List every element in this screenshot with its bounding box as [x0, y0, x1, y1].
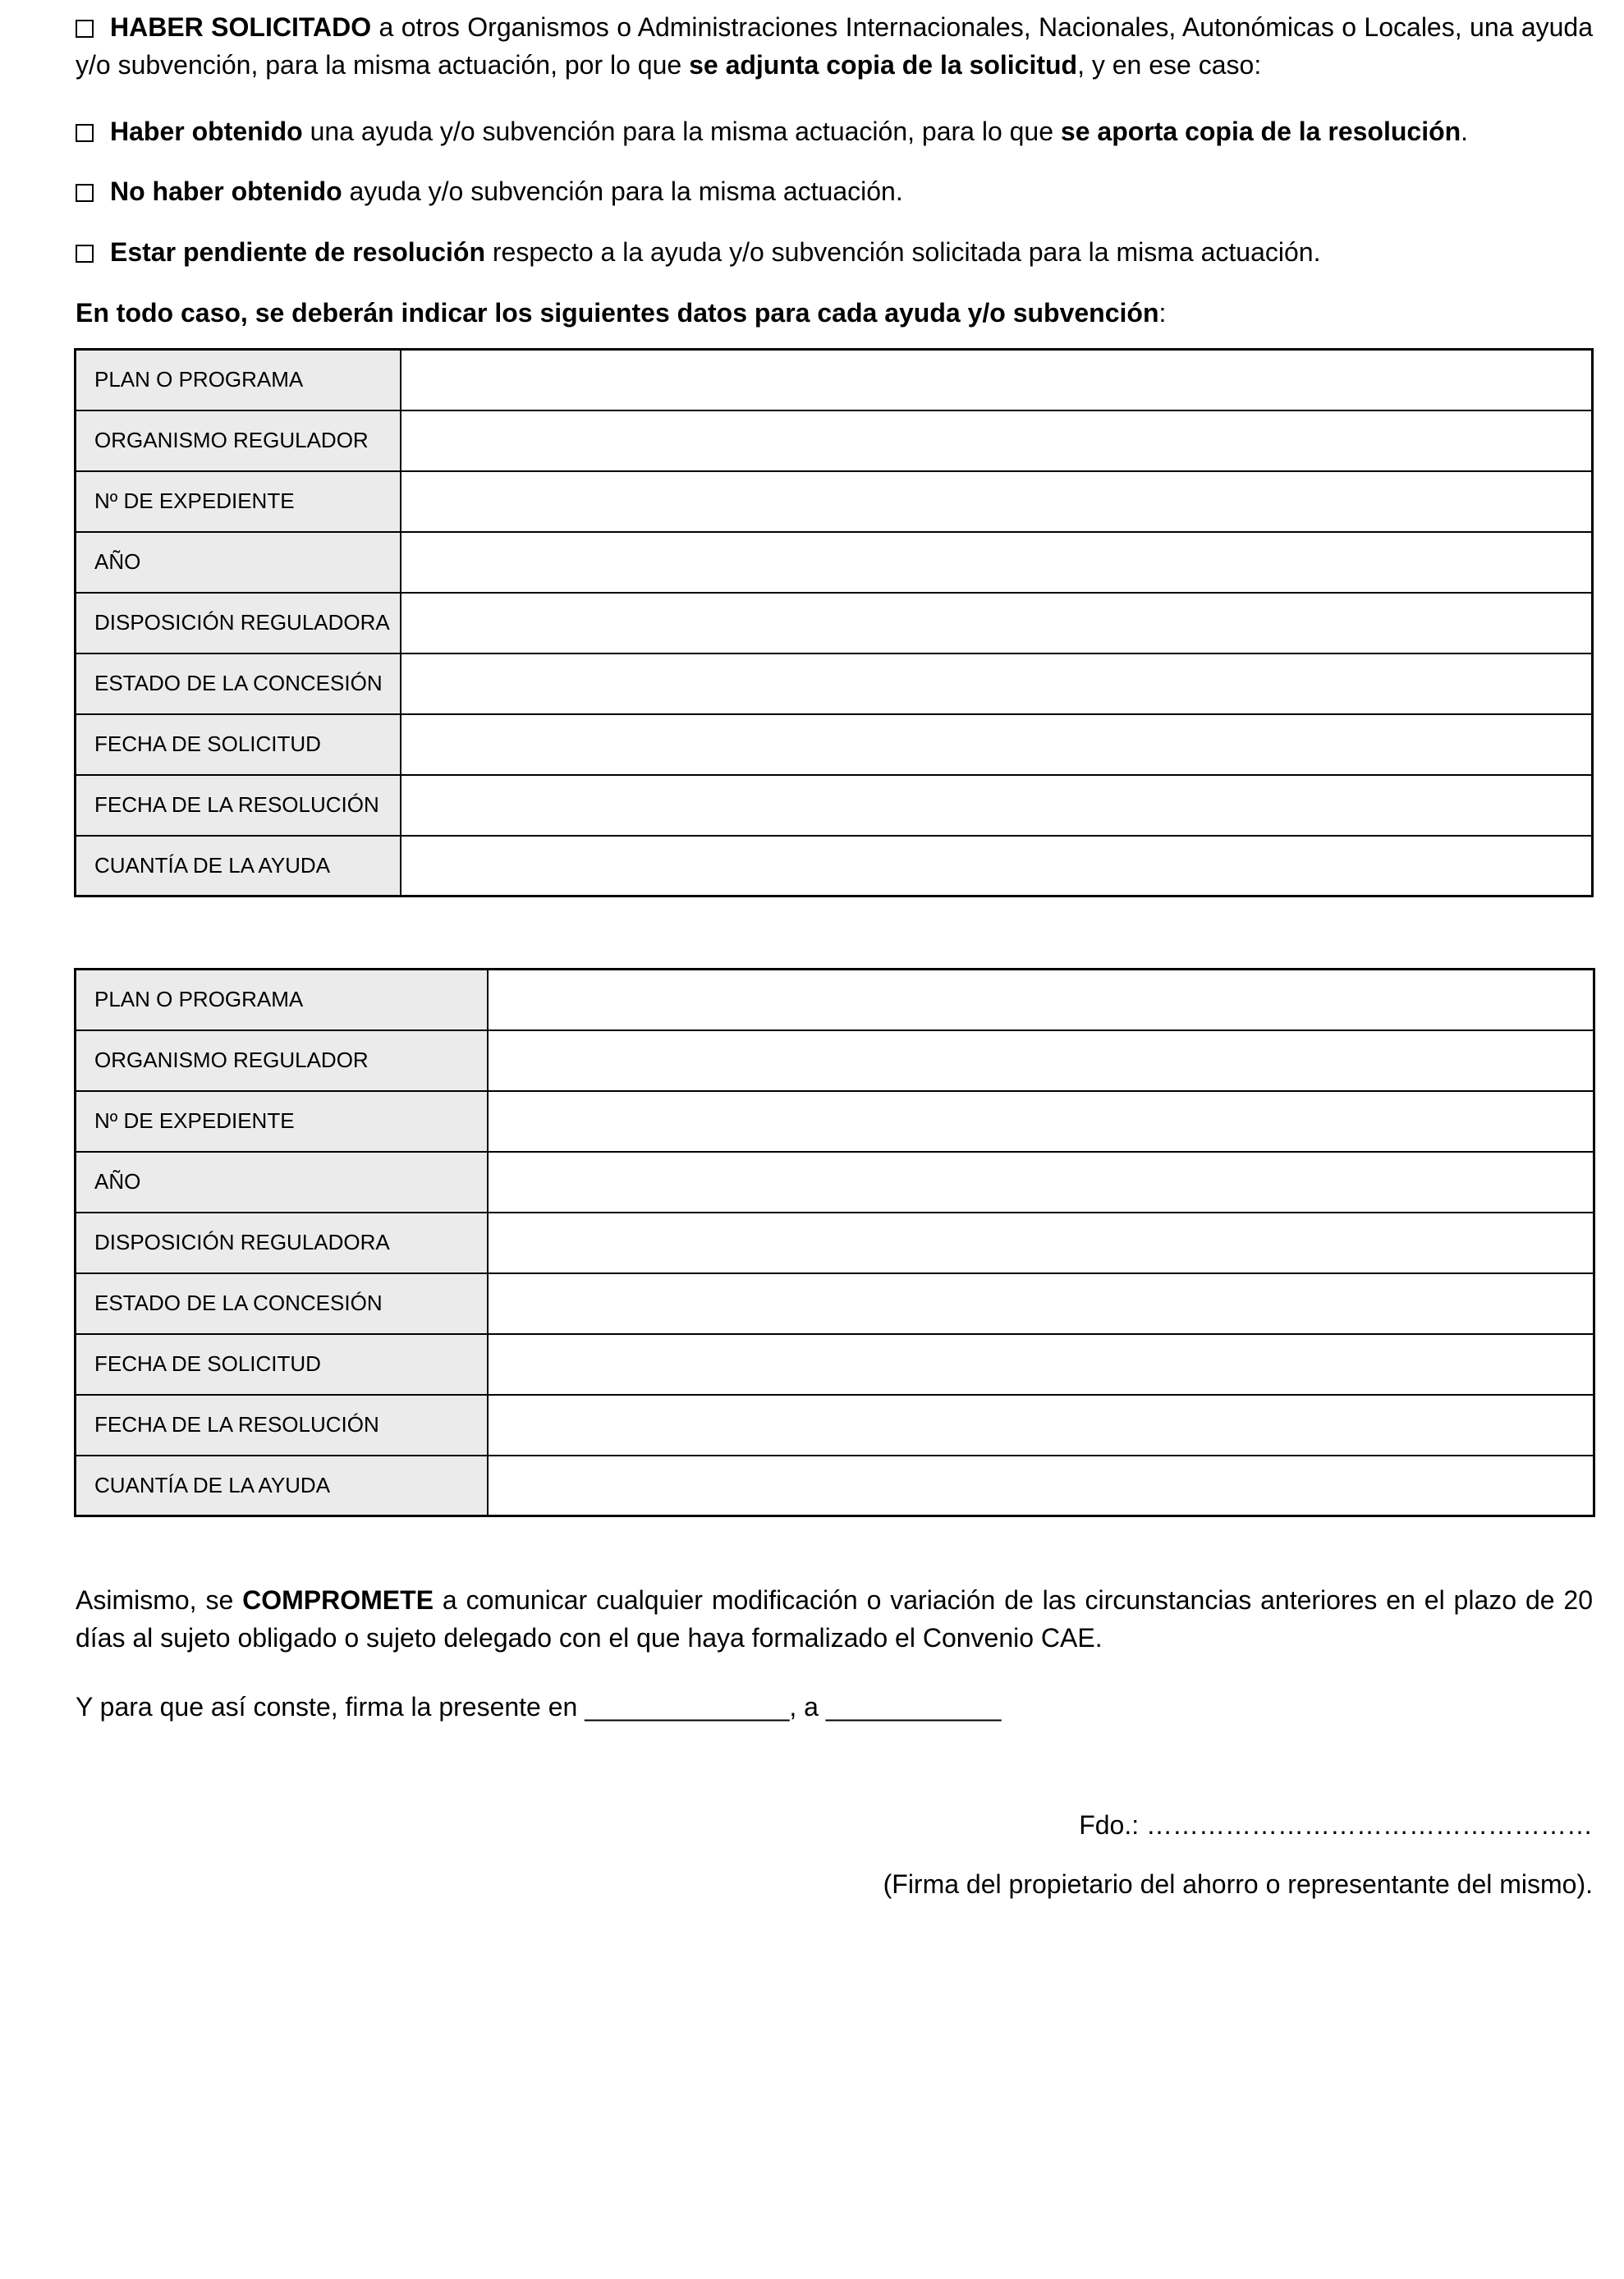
option-no-haber-obtenido: [76, 172, 1593, 210]
table-row: [76, 1213, 1594, 1273]
table-row: [76, 775, 1593, 836]
option-bold: Estar pendiente de resolución: [110, 237, 485, 267]
table-row: [76, 653, 1593, 714]
option-bold: No haber obtenido: [110, 177, 342, 206]
checkbox-haber-obtenido[interactable]: [76, 124, 94, 142]
row-label: ORGANISMO REGULADOR: [76, 410, 401, 471]
option-bold: Haber obtenido: [110, 117, 303, 146]
row-label: PLAN O PROGRAMA: [76, 350, 401, 410]
aid-table-1: [74, 348, 1594, 897]
option-haber-obtenido: [76, 112, 1593, 150]
commitment-bold: COMPROMETE: [242, 1585, 434, 1615]
row-label: FECHA DE LA RESOLUCIÓN: [76, 1395, 488, 1456]
aid-table-2: [74, 968, 1595, 1517]
option-text: ayuda y/o subvención para la misma actuación.: [342, 177, 903, 206]
table-row: [76, 1273, 1594, 1334]
commitment-pre: Asimismo, se: [76, 1585, 243, 1615]
table-row: [76, 836, 1593, 896]
row-label: ESTADO DE LA CONCESIÓN: [76, 1273, 488, 1334]
table-row: [76, 714, 1593, 775]
row-input[interactable]: [401, 836, 1593, 896]
checkbox-no-haber-obtenido[interactable]: [76, 184, 94, 202]
row-input[interactable]: [488, 1091, 1594, 1152]
instruction-line: [76, 294, 1593, 332]
checkbox-haber-solicitado[interactable]: [76, 20, 94, 38]
row-label: FECHA DE SOLICITUD: [76, 714, 401, 775]
row-input[interactable]: [401, 714, 1593, 775]
intro-text-2: , y en ese caso:: [1077, 50, 1262, 80]
row-label: DISPOSICIÓN REGULADORA: [76, 1213, 488, 1273]
table-row: [76, 350, 1593, 410]
row-input[interactable]: [488, 970, 1594, 1030]
option-pendiente: [76, 233, 1593, 271]
row-input[interactable]: [401, 532, 1593, 593]
row-label: PLAN O PROGRAMA: [76, 970, 488, 1030]
row-label: FECHA DE SOLICITUD: [76, 1334, 488, 1395]
commitment-post: a comunicar cualquier modificación o variación de las circunstancias anteriores en el plazo de 20 días al sujeto obligado o sujeto delegado con el que haya formalizado el Convenio CAE.: [76, 1585, 1594, 1653]
sign-place-line: Y para que así conste, firma la presente en ______________, a ____________: [76, 1692, 1002, 1722]
row-label: AÑO: [76, 532, 401, 593]
row-label: Nº DE EXPEDIENTE: [76, 1091, 488, 1152]
option-bold-2: se aporta copia de la resolución: [1060, 117, 1461, 146]
row-input[interactable]: [401, 350, 1593, 410]
row-label: CUANTÍA DE LA AYUDA: [76, 1456, 488, 1516]
row-label: ORGANISMO REGULADOR: [76, 1030, 488, 1091]
row-input[interactable]: [488, 1213, 1594, 1273]
signature-caption: (Firma del propietario del ahorro o representante del mismo).: [883, 1869, 1593, 1899]
row-input[interactable]: [488, 1152, 1594, 1213]
haber-solicitado-label: HABER SOLICITADO: [110, 12, 372, 42]
commitment-paragraph: [76, 1581, 1593, 1657]
row-input[interactable]: [401, 593, 1593, 653]
row-label: AÑO: [76, 1152, 488, 1213]
table-row: [76, 593, 1593, 653]
option-text: respecto a la ayuda y/o subvención solicitada para la misma actuación.: [485, 237, 1321, 267]
row-input[interactable]: [488, 1395, 1594, 1456]
instruction-tail: :: [1158, 298, 1167, 328]
row-input[interactable]: [401, 410, 1593, 471]
row-input[interactable]: [401, 653, 1593, 714]
instruction-bold: En todo caso, se deberán indicar los siguientes datos para cada ayuda y/o subvención: [76, 298, 1159, 328]
table-row: [76, 471, 1593, 532]
row-input[interactable]: [488, 1334, 1594, 1395]
adjunta-copia-text: se adjunta copia de la solicitud: [689, 50, 1078, 80]
row-label: FECHA DE LA RESOLUCIÓN: [76, 775, 401, 836]
row-input[interactable]: [488, 1456, 1594, 1516]
option-text-2: .: [1461, 117, 1469, 146]
row-label: CUANTÍA DE LA AYUDA: [76, 836, 401, 896]
table-row: [76, 1091, 1594, 1152]
row-label: Nº DE EXPEDIENTE: [76, 471, 401, 532]
table-row: [76, 970, 1594, 1030]
row-input[interactable]: [401, 775, 1593, 836]
table-row: [76, 1030, 1594, 1091]
row-label: DISPOSICIÓN REGULADORA: [76, 593, 401, 653]
checkbox-pendiente-resolucion[interactable]: [76, 245, 94, 263]
table-row: [76, 1152, 1594, 1213]
table-row: [76, 1456, 1594, 1516]
row-input[interactable]: [488, 1030, 1594, 1091]
table-row: [76, 1334, 1594, 1395]
signature-line: Fdo.: ……………………………………………: [1079, 1810, 1593, 1840]
table-row: [76, 1395, 1594, 1456]
row-input[interactable]: [401, 471, 1593, 532]
row-input[interactable]: [488, 1273, 1594, 1334]
table-row: [76, 410, 1593, 471]
option-text: una ayuda y/o subvención para la misma actuación, para lo que: [302, 117, 1061, 146]
intro-paragraph: [76, 8, 1593, 84]
table-row: [76, 532, 1593, 593]
intro-text-1: a otros Organismos o Administraciones Internacionales, Nacionales, Autonómicas o Locales, una ayuda y/o subvención, para la misma actuación, por lo que: [76, 12, 1594, 80]
row-label: ESTADO DE LA CONCESIÓN: [76, 653, 401, 714]
